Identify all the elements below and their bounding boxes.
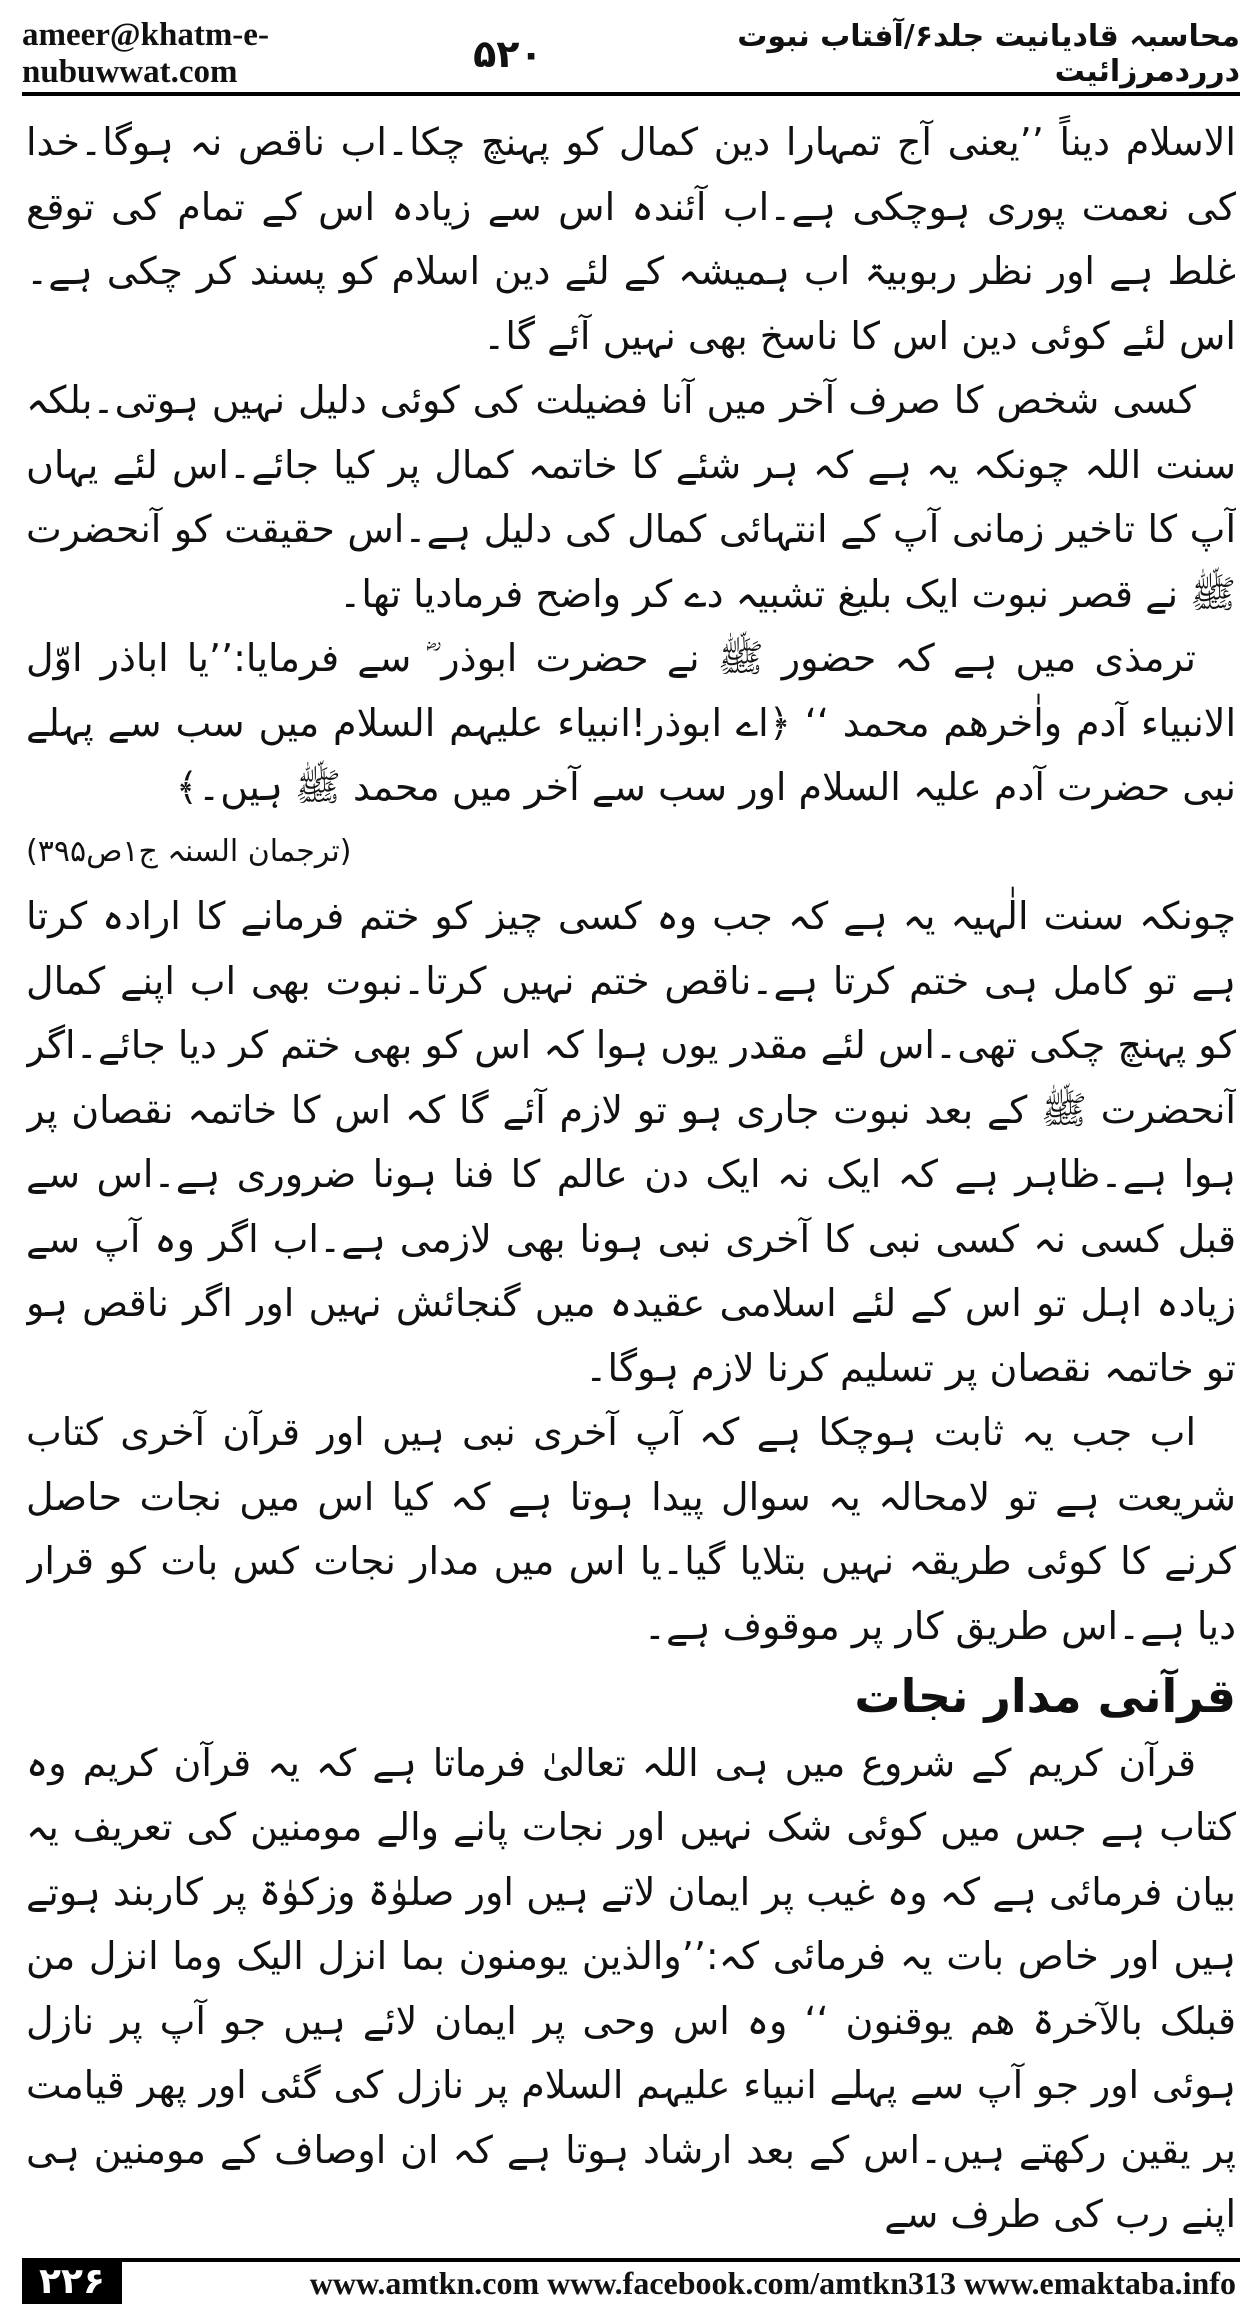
page-footer [22, 2258, 1240, 2304]
paragraph-3: ترمذی میں ہے کہ حضور ﷺ نے حضرت ابوذر ؓ سے فرمایا:’’یا اباذر اوّل الانبیاء آدم واٰخرھم محمد ‘‘ ﴿اے ابوذر!انبیاء علیہم السلام میں سب سے پہلے نبی حضرت آدم علیہ السلام اور سب سے آخر میں محمد ﷺ ہیں۔﴾ [26, 636, 1236, 809]
header-title-group [473, 19, 1240, 89]
header-book-title: محاسبہ قادیانیت جلد۶/آفتاب نبوت درردمرزائیت [737, 19, 1240, 89]
footer-links: www.amtkn.com www.facebook.com/amtkn313 www.emaktaba.info [122, 2258, 1240, 2304]
header-rule [22, 92, 1240, 96]
footer-page-number: ۲۲۶ [22, 2258, 122, 2304]
header-email: ameer@khatm-e-nubuwwat.com [22, 17, 269, 90]
paragraph-1: الاسلام دیناً ’’یعنی آج تمہارا دین کمال کو پہنچ چکا۔اب ناقص نہ ہوگا۔خدا کی نعمت پوری ہوچکی ہے۔اب آئندہ اس سے زیادہ اس کے تمام کی توقع غلط ہے اور نظر ربوبیۃ اب ہمیشہ کے لئے دین اسلام کو پسند کر چکی ہے۔اس لئے کوئی دین اس کا ناسخ بھی نہیں آئے گا۔ [26, 120, 1236, 358]
citation: (ترجمان السنہ ج۱ص۳۹۵) [26, 833, 352, 869]
paragraph-2: کسی شخص کا صرف آخر میں آنا فضیلت کی کوئی دلیل نہیں ہوتی۔بلکہ سنت اللہ چونکہ یہ ہے کہ ہر شئے کا خاتمہ کمال پر کیا جائے۔اس لئے یہاں آپ کا تاخیر زمانی آپ کے انتہائی کمال کی دلیل ہے۔اس حقیقت کو آنحضرت ﷺ نے قصر نبوت ایک بلیغ تشبیہ دے کر واضح فرمادیا تھا۔ [26, 378, 1236, 616]
page-header [22, 18, 1240, 90]
paragraph-4: چونکہ سنت الٰہیہ یہ ہے کہ جب وہ کسی چیز کو ختم فرمانے کا ارادہ کرتا ہے تو کامل ہی ختم کرتا ہے۔ناقص ختم نہیں کرتا۔نبوت بھی اب اپنے کمال کو پہنچ چکی تھی۔اس لئے مقدر یوں ہوا کہ اس کو بھی ختم کر دیا جائے۔اگر آنحضرت ﷺ کے بعد نبوت جاری ہو تو لازم آئے گا کہ اس کا خاتمہ نقصان پر ہوا ہے۔ظاہر ہے کہ ایک نہ ایک دن عالم کا فنا ہونا ضروری ہے۔اس سے قبل کسی نہ کسی نبی کا آخری نبی ہونا بھی لازمی ہے۔اب اگر وہ آپ سے زیادہ اہل تو اس کے لئے اسلامی عقیدہ میں گنجائش نہیں اور اگر ناقص ہو تو خاتمہ نقصان پر تسلیم کرنا لازم ہوگا۔ [26, 894, 1236, 1390]
page-body [26, 110, 1236, 2250]
header-page-number: ۵۲۰ [473, 32, 543, 76]
paragraph-5: اب جب یہ ثابت ہوچکا ہے کہ آپ آخری نبی ہیں اور قرآن آخری کتاب شریعت ہے تو لامحالہ یہ سوال پیدا ہوتا ہے کہ کیا اس میں نجات حاصل کرنے کا کوئی طریقہ نہیں بتلایا گیا۔یا اس میں مدار نجات کس بات کو قرار دیا ہے۔اس طریق کار پر موقوف ہے۔ [26, 1410, 1236, 1648]
paragraph-6: قرآن کریم کے شروع میں ہی اللہ تعالیٰ فرماتا ہے کہ یہ قرآن کریم وہ کتاب ہے جس میں کوئی شک نہیں اور نجات پانے والے مومنین کی تعریف یہ بیان فرمائی ہے کہ وہ غیب پر ایمان لاتے ہیں اور صلوٰۃ وزکوٰۃ پر کاربند ہوتے ہیں اور خاص بات یہ فرمائی کہ:’’والذین یومنون بما انزل الیک وما انزل من قبلک بالآخرۃ ھم یوقنون ‘‘ وہ اس وحی پر ایمان لائے ہیں جو آپ پر نازل ہوئی اور جو آپ سے پہلے انبیاء علیہم السلام پر نازل کی گئی اور پھر قیامت پر یقین رکھتے ہیں۔اس کے بعد ارشاد ہوتا ہے کہ ان اوصاف کے مومنین ہی اپنے رب کی طرف سے [26, 1740, 1236, 2236]
section-heading: قرآنی مدار نجات [854, 1669, 1236, 1723]
